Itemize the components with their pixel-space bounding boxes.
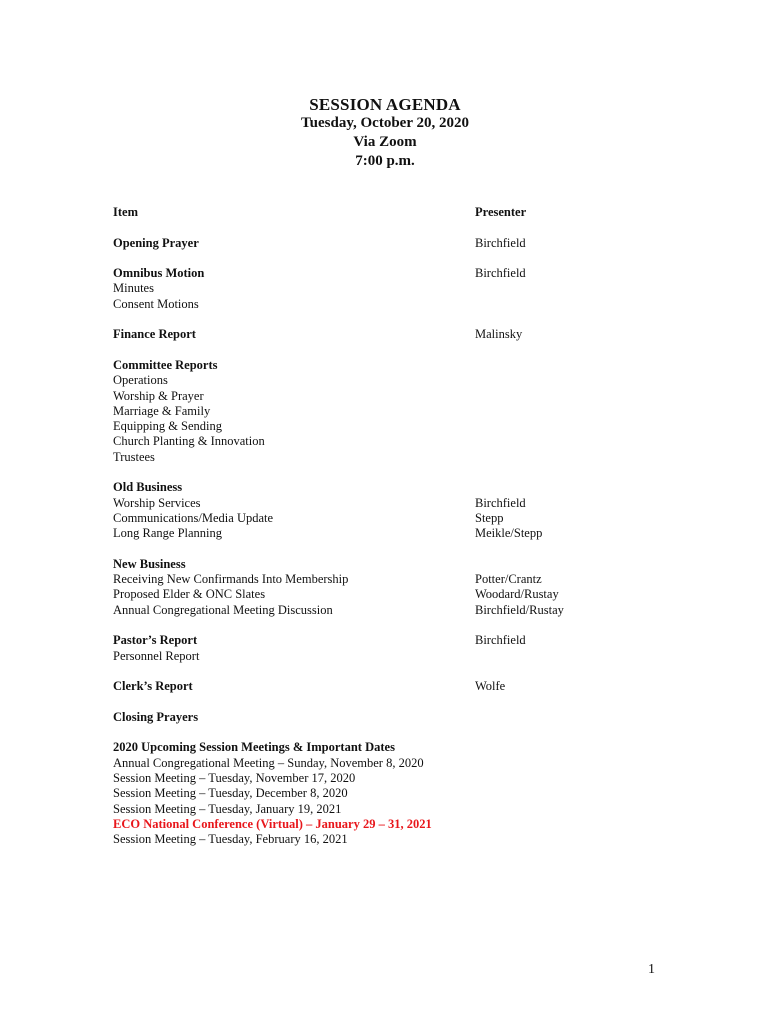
agenda-row-old-business (113, 480, 673, 541)
agenda-row-pastors-report (113, 633, 673, 664)
agenda-subitem: Communications/Media Update (113, 510, 274, 525)
agenda-item-presenter: Birchfield (475, 495, 526, 510)
agenda-subitem: Personnel Report (113, 648, 200, 663)
date-item: Annual Congregational Meeting – Sunday, November 8, 2020 (113, 755, 424, 770)
agenda-item-title: Opening Prayer (113, 235, 199, 250)
agenda-item-title: Closing Prayers (113, 709, 199, 724)
agenda-item-presenter: Wolfe (475, 679, 506, 694)
agenda-row-closing-prayers (113, 710, 673, 725)
date-item: Session Meeting – Tuesday, February 16, 2021 (113, 832, 348, 847)
agenda-item-presenter: Potter/Crantz (475, 572, 542, 587)
agenda-row-opening-prayer (113, 236, 673, 251)
agenda-row-new-business (113, 557, 673, 618)
agenda-item-title: Old Business (113, 480, 183, 495)
agenda-item-presenter: Birchfield/Rustay (475, 602, 564, 617)
agenda-item-title: Clerk’s Report (113, 679, 193, 694)
page-number: 1 (648, 962, 655, 977)
date-item: Session Meeting – Tuesday, December 8, 2020 (113, 786, 348, 801)
upcoming-dates-title: 2020 Upcoming Session Meetings & Important Dates (113, 740, 395, 755)
date-item-highlighted: ECO National Conference (Virtual) – January 29 – 31, 2021 (113, 816, 432, 831)
date-item: Session Meeting – Tuesday, January 19, 2021 (113, 801, 342, 816)
agenda-subitem: Proposed Elder & ONC Slates (113, 587, 266, 602)
meeting-location: Via Zoom (353, 134, 417, 150)
agenda-item-presenter: Birchfield (475, 633, 526, 648)
agenda-item-title: Finance Report (113, 327, 196, 342)
agenda-subitem: Annual Congregational Meeting Discussion (113, 602, 333, 617)
upcoming-dates-section (113, 740, 673, 847)
agenda-row-committee-reports (113, 358, 673, 465)
agenda-row-omnibus-motion (113, 266, 673, 312)
agenda-row-clerks-report (113, 679, 673, 694)
agenda-body (113, 205, 673, 847)
agenda-item-presenter: Malinsky (475, 327, 523, 342)
agenda-item-presenter: Stepp (475, 510, 504, 525)
agenda-subitem: Equipping & Sending (113, 419, 223, 434)
agenda-item-presenter: Meikle/Stepp (475, 526, 543, 541)
agenda-subitem: Operations (113, 373, 168, 388)
item-column-header: Item (113, 205, 138, 219)
column-headers (113, 205, 673, 220)
agenda-item-title: Omnibus Motion (113, 266, 205, 281)
agenda-subitem: Minutes (113, 281, 154, 296)
agenda-subitem: Consent Motions (113, 296, 199, 311)
agenda-row-finance-report (113, 327, 673, 342)
agenda-title: SESSION AGENDA (309, 95, 461, 114)
date-item: Session Meeting – Tuesday, November 17, 2020 (113, 770, 356, 785)
agenda-item-title: Pastor’s Report (113, 633, 198, 648)
agenda-subitem: Worship & Prayer (113, 388, 204, 403)
agenda-subitem: Receiving New Confirmands Into Membership (113, 572, 349, 587)
agenda-subitem: Marriage & Family (113, 403, 211, 418)
agenda-item-title: New Business (113, 556, 186, 571)
agenda-item-title: Committee Reports (113, 357, 218, 372)
meeting-time: 7:00 p.m. (355, 153, 415, 169)
agenda-subitem: Trustees (113, 449, 155, 464)
presenter-column-header: Presenter (475, 205, 527, 219)
agenda-subitem: Church Planting & Innovation (113, 434, 265, 449)
document-header (0, 95, 770, 171)
agenda-item-presenter: Birchfield (475, 266, 526, 281)
agenda-subitem: Worship Services (113, 495, 201, 510)
meeting-date: Tuesday, October 20, 2020 (301, 115, 469, 131)
agenda-subitem: Long Range Planning (113, 526, 223, 541)
agenda-item-presenter: Birchfield (475, 235, 526, 250)
agenda-item-presenter: Woodard/Rustay (475, 587, 559, 602)
